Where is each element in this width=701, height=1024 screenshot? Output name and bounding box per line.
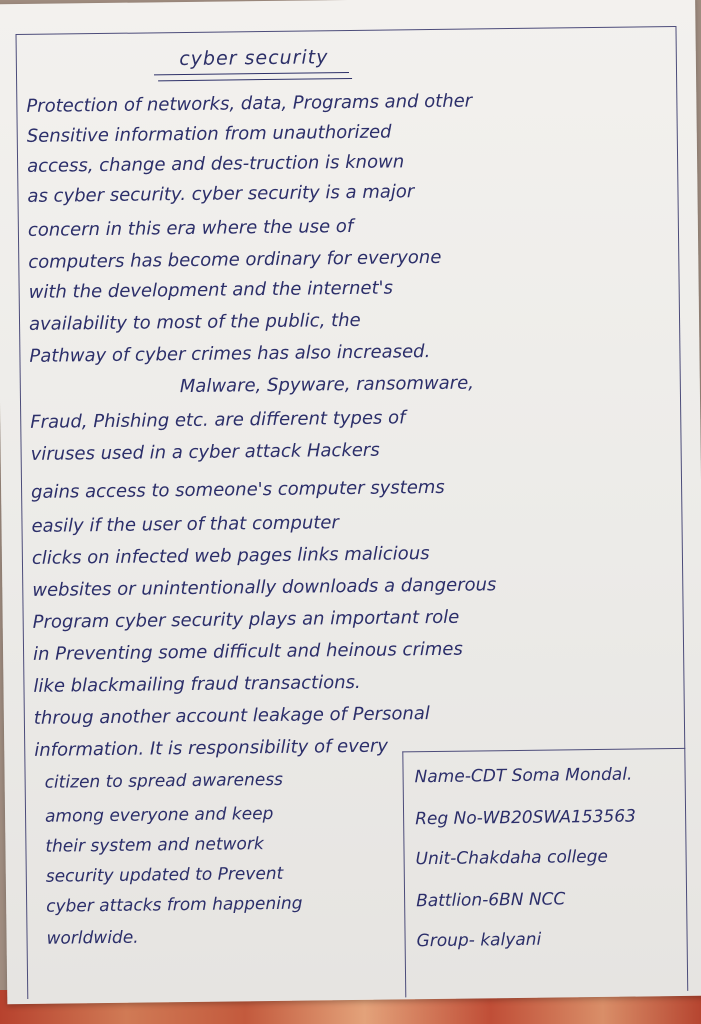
closing-line: worldwide. — [46, 927, 139, 949]
essay-line: Protection of networks, data, Programs and other — [26, 90, 473, 117]
essay-line: clicks on infected web pages links malicious — [31, 543, 430, 569]
closing-line: cyber attacks from happening — [46, 893, 303, 917]
title-underline-second — [158, 78, 352, 81]
essay-line: Malware, Spyware, ransomware, — [179, 372, 475, 398]
title-underline — [154, 72, 349, 75]
essay-line: Program cyber security plays an important role — [32, 606, 460, 633]
essay-line: with the development and the internet's — [28, 277, 394, 303]
group-name: Group- kalyani — [416, 929, 542, 952]
essay-line: in Preventing some difficult and heinous crimes — [32, 638, 463, 665]
essay-line: computers has become ordinary for everyone — [28, 246, 442, 273]
essay-line: easily if the user of that computer — [31, 512, 339, 537]
essay-line: Fraud, Phishing etc. are different types of — [30, 407, 406, 433]
essay-line: availability to most of the public, the — [28, 309, 361, 335]
essay-line: gains access to someone's computer systems — [30, 476, 445, 503]
battalion-name: Battlion-6BN NCC — [416, 889, 566, 912]
essay-line: like blackmailing fraud transactions. — [33, 671, 361, 697]
essay-title: cyber security — [179, 46, 329, 71]
essay-line: Pathway of cyber crimes has also increased. — [29, 341, 431, 367]
closing-line: their system and network — [45, 834, 264, 857]
cadet-name: Name-CDT Soma Mondal. — [414, 764, 633, 788]
closing-line: among everyone and keep — [44, 803, 274, 827]
essay-line: throug another account leakage of Personal — [33, 703, 430, 729]
closing-line: security updated to Prevent — [45, 863, 284, 887]
essay-line: viruses used in a cyber attack Hackers — [30, 439, 380, 465]
essay-line: websites or unintentionally downloads a dangerous — [32, 574, 497, 601]
essay-line: concern in this era where the use of — [27, 215, 354, 241]
closing-line: citizen to spread awareness — [44, 769, 284, 793]
page-border-top — [16, 26, 676, 35]
closing-line: information. It is responsibility of every — [34, 735, 389, 761]
registration-number: Reg No-WB20SWA153563 — [415, 806, 637, 830]
essay-line: as cyber security. cyber security is a major — [27, 181, 415, 207]
unit-name: Unit-Chakdaha college — [415, 846, 609, 870]
essay-line: Sensitive information from unauthorized — [26, 121, 392, 147]
essay-line: access, change and des-truction is known — [26, 151, 405, 177]
